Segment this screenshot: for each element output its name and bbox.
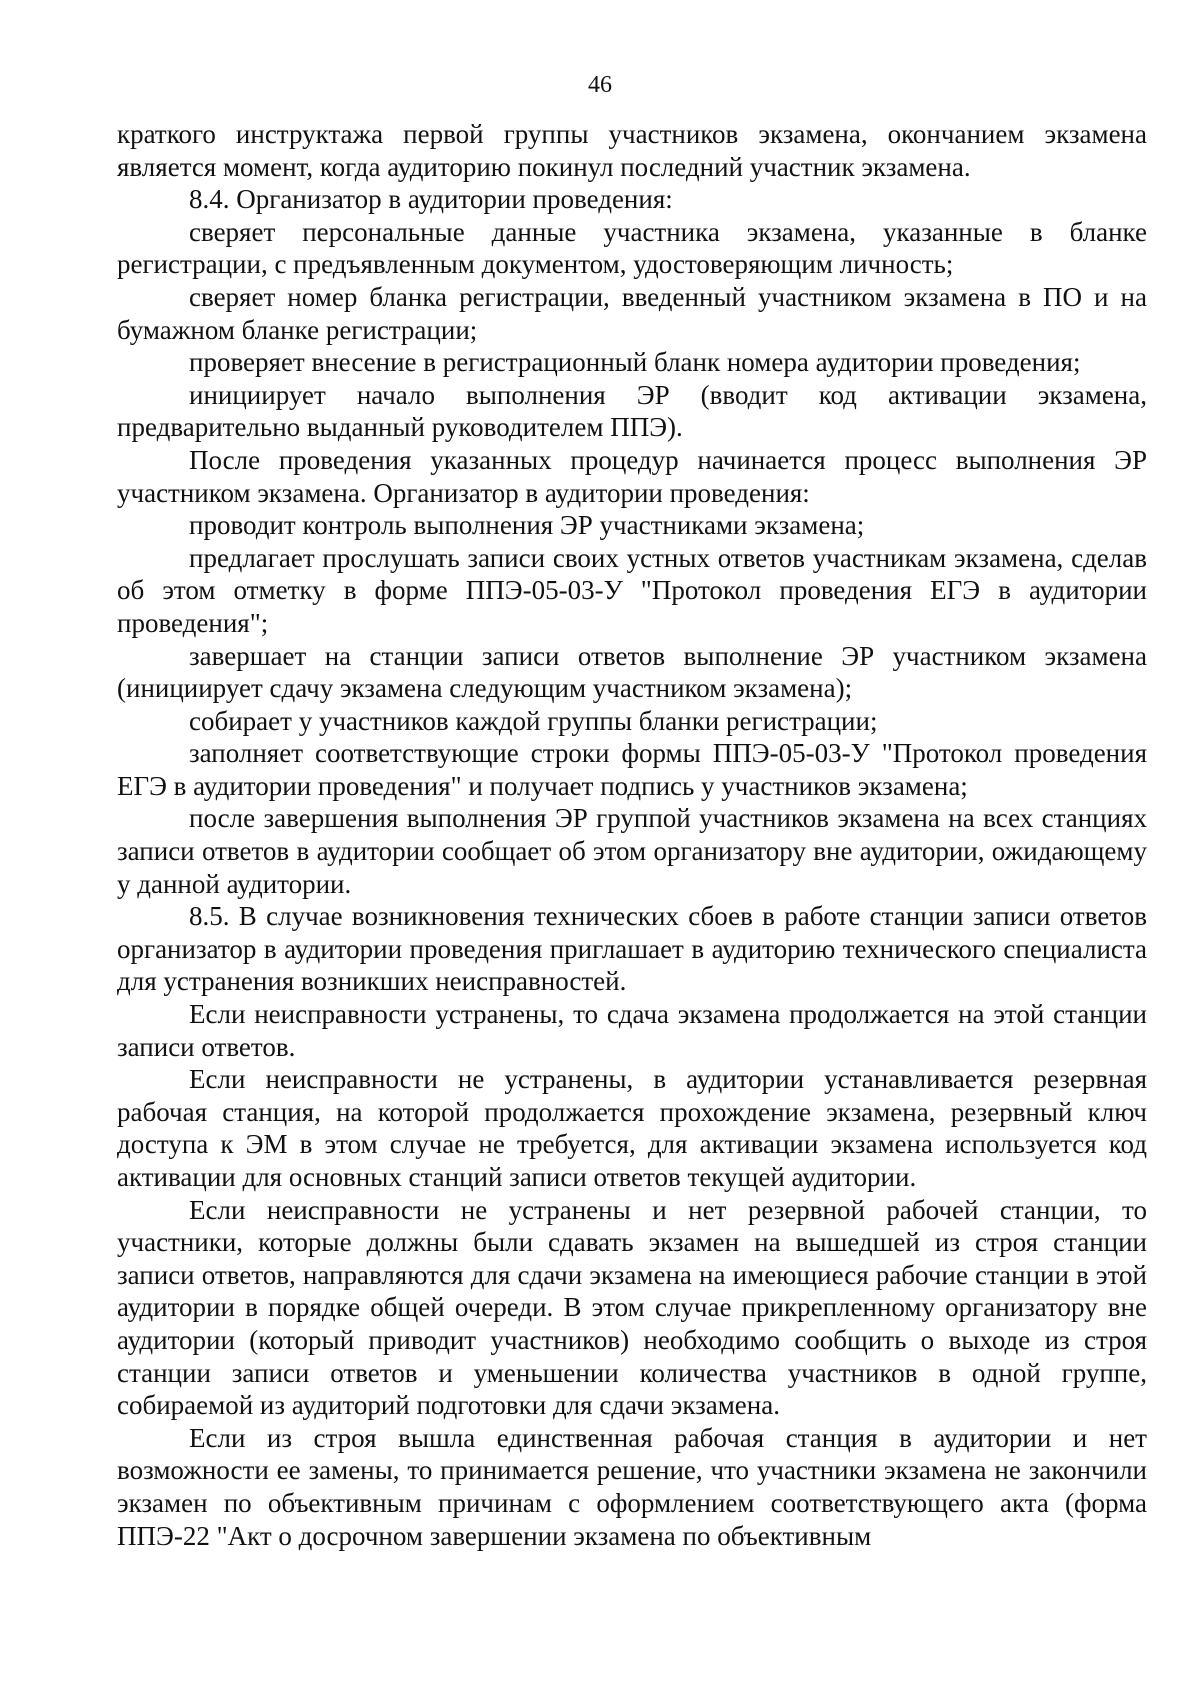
paragraph-continuation: краткого инструктажа первой группы участников экзамена, окончанием экзамена является момент, когда аудиторию покинул последний участник экзамена. xyxy=(117,119,1147,182)
paragraph: проверяет внесение в регистрационный бланк номера аудитории проведения; xyxy=(189,347,1081,378)
page-number: 46 xyxy=(588,72,612,98)
paragraph: Если из строя вышла единственная рабочая станция в аудитории и нет возможности ее замены, то принимается решение, что участники экзамена не закончили экзамен по объективным причинам с оформлением соответствующего акта (форма ППЭ-22 "Акт о досрочном завершении экзамена по объективным xyxy=(117,1422,1147,1551)
paragraph: инициирует начало выполнения ЭР (вводит код активации экзамена, предварительно выданный руководителем ППЭ). xyxy=(117,379,1147,443)
paragraph: предлагает прослушать записи своих устных ответов участникам экзамена, сделав об этом отметку в форме ППЭ-05-03-У "Протокол проведения ЕГЭ в аудитории проведения"; xyxy=(117,542,1147,638)
paragraph: сверяет персональные данные участника экзамена, указанные в бланке регистрации, с предъявленным документом, удостоверяющим личность; xyxy=(117,216,1147,280)
paragraph: Если неисправности не устранены и нет резервной рабочей станции, то участники, которые должны были сдавать экзамен на вышедшей из строя станции записи ответов, направляются для сдачи экзамена на имеющиеся рабочие станции в этой аудитории в порядке общей очереди. В этом случае прикрепленному организатору вне аудитории (который приводит участников) необходимо сообщить о выходе из строя станции записи ответов и уменьшении количества участников в одной группе, собираемой из аудиторий подготовки для сдачи экзамена. xyxy=(117,1194,1147,1421)
paragraph: сверяет номер бланка регистрации, введенный участником экзамена в ПО и на бумажном бланке регистрации; xyxy=(117,281,1147,345)
paragraph: Если неисправности не устранены, в аудитории устанавливается резервная рабочая станция, на которой продолжается прохождение экзамена, резервный ключ доступа к ЭМ в этом случае не требуется, для активации экзамена используется код активации для основных станций записи ответов текущей аудитории. xyxy=(117,1064,1147,1192)
paragraph: собирает у участников каждой группы бланки регистрации; xyxy=(189,705,878,736)
section-paragraph-8-5: 8.5. В случае возникновения технических сбоев в работе станции записи ответов организатор в аудитории проведения приглашает в аудиторию технического специалиста для устранения возникших неисправностей. xyxy=(117,901,1147,997)
section-heading-8-4: 8.4. Организатор в аудитории проведения: xyxy=(189,184,673,215)
paragraph: после завершения выполнения ЭР группой участников экзамена на всех станциях записи ответов в аудитории сообщает об этом организатору вне аудитории, ожидающему у данной аудитории. xyxy=(117,803,1147,899)
document-body xyxy=(117,118,1147,1552)
paragraph: проводит контроль выполнения ЭР участниками экзамена; xyxy=(189,510,865,541)
paragraph: завершает на станции записи ответов выполнение ЭР участником экзамена (инициирует сдачу экзамена следующим участником экзамена); xyxy=(117,640,1147,704)
paragraph: заполняет соответствующие строки формы ППЭ-05-03-У "Протокол проведения ЕГЭ в аудитории проведения" и получает подпись у участников экзамена; xyxy=(117,738,1147,801)
paragraph: Если неисправности устранены, то сдача экзамена продолжается на этой станции записи ответов. xyxy=(117,999,1147,1062)
paragraph: После проведения указанных процедур начинается процесс выполнения ЭР участником экзамена. Организатор в аудитории проведения: xyxy=(117,444,1147,508)
